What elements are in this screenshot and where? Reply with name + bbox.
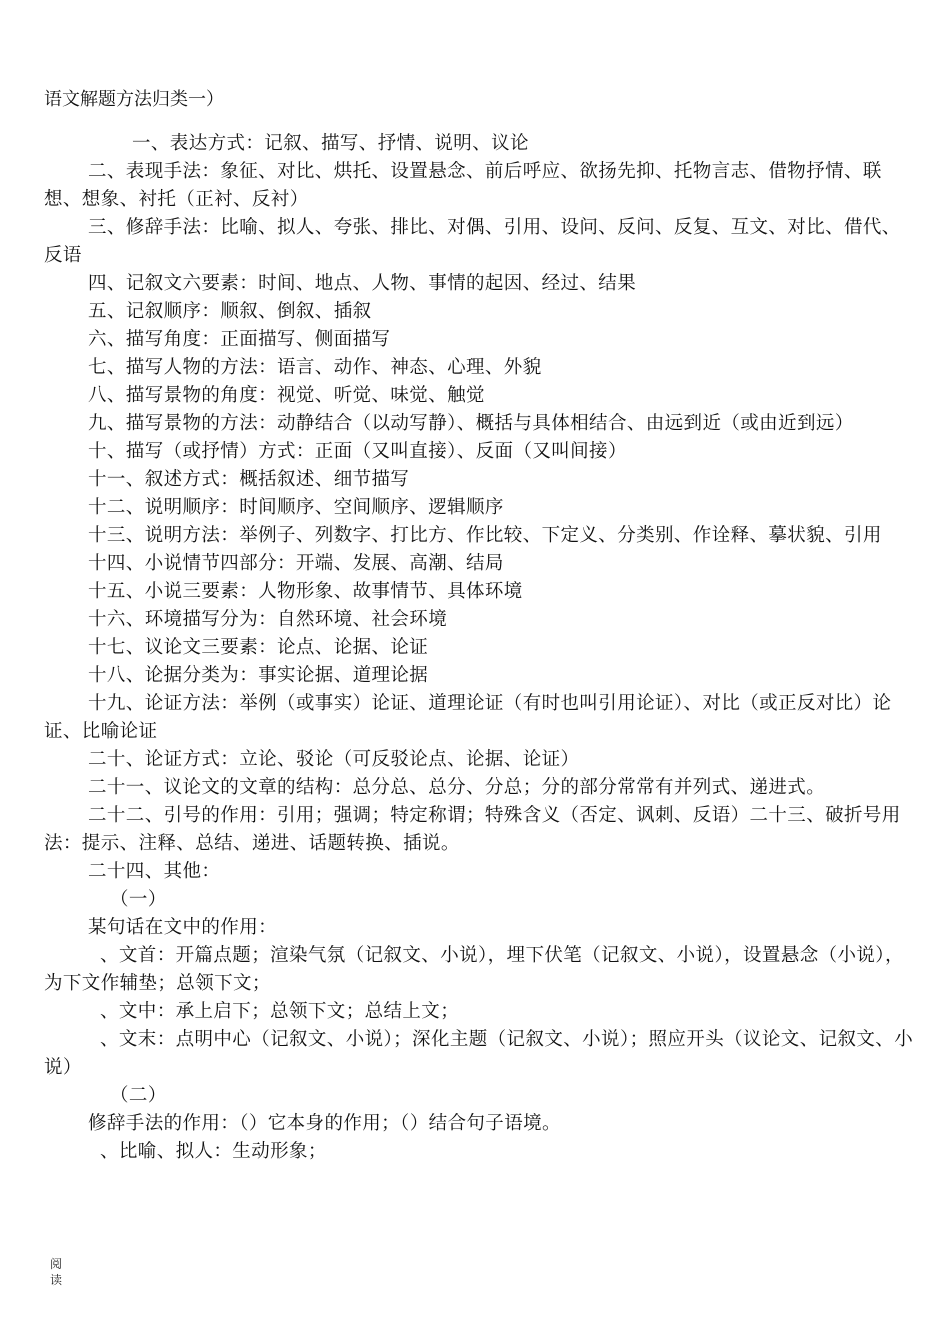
section-marker: （一）: [110, 889, 167, 910]
paragraph: 七、描写人物的方法：语言、动作、神态、心理、外貌: [88, 357, 542, 378]
paragraph: 一、表达方式：记叙、描写、抒情、说明、议论: [132, 133, 529, 154]
paragraph: 、文首：开篇点题；渲染气氛（记叙文、小说），埋下伏笔（记叙文、小说），设置悬念（小说），为下文作辅垫；总领下文；: [44, 945, 904, 994]
paragraph: 二十二、引号的作用：引用；强调；特定称谓；特殊含义（否定、讽刺、反语）二十三、破折号用法：提示、注释、总结、递进、话题转换、插说。: [44, 805, 901, 854]
paragraph: 十、描写（或抒情）方式：正面（又叫直接）、反面（又叫间接）: [88, 441, 627, 462]
paragraph: 三、修辞手法：比喻、拟人、夸张、排比、对偶、引用、设问、反问、反复、互文、对比、借代、反语: [44, 217, 901, 266]
paragraph: 二十四、其他：: [88, 861, 221, 882]
paragraph: 十八、论据分类为：事实论据、道理论据: [88, 665, 429, 686]
paragraph: 十九、论证方法：举例（或事实）论证、道理论证（有时也叫引用论证）、对比（或正反对比）论证、比喻论证: [44, 693, 892, 742]
paragraph: 八、描写景物的角度：视觉、听觉、味觉、触觉: [88, 385, 485, 406]
paragraph: 、比喻、拟人：生动形象；: [100, 1141, 327, 1162]
paragraph: 、文中：承上启下；总领下文；总结上文；: [100, 1001, 460, 1022]
paragraph: 十二、说明顺序：时间顺序、空间顺序、逻辑顺序: [88, 497, 504, 518]
footer-char: 读: [50, 1273, 63, 1287]
paragraph: 、文末：点明中心（记叙文、小说）；深化主题（记叙文、小说）；照应开头（议论文、记叙文、小说）: [44, 1029, 914, 1078]
paragraph: 二、表现手法：象征、对比、烘托、设置悬念、前后呼应、欲扬先抑、托物言志、借物抒情、联想、想象、衬托（正衬、反衬）: [44, 161, 882, 210]
document-body: [44, 130, 914, 1166]
paragraph: 修辞手法的作用：（）它本身的作用；（）结合句子语境。: [88, 1113, 561, 1134]
paragraph: 十四、小说情节四部分：开端、发展、高潮、结局: [88, 553, 504, 574]
paragraph: 六、描写角度：正面描写、侧面描写: [88, 329, 391, 350]
paragraph: 四、记叙文六要素：时间、地点、人物、事情的起因、经过、结果: [88, 273, 637, 294]
document-title: 语文解题方法归类一）: [44, 89, 224, 110]
paragraph: 十七、议论文三要素：论点、论据、论证: [88, 637, 429, 658]
paragraph: 十五、小说三要素：人物形象、故事情节、具体环境: [88, 581, 523, 602]
paragraph: 十三、说明方法：举例子、列数字、打比方、作比较、下定义、分类别、作诠释、摹状貌、引用: [88, 525, 882, 546]
page-footer-label: [50, 1256, 64, 1288]
section-marker: （二）: [110, 1085, 167, 1106]
paragraph: 五、记叙顺序：顺叙、倒叙、插叙: [88, 301, 372, 322]
paragraph: 十一、叙述方式：概括叙述、细节描写: [88, 469, 410, 490]
paragraph: 九、描写景物的方法：动静结合（以动写静）、概括与具体相结合、由远到近（或由近到远）: [88, 413, 854, 434]
paragraph: 某句话在文中的作用：: [88, 917, 278, 938]
paragraph: 二十、论证方式：立论、驳论（可反驳论点、论据、论证）: [88, 749, 580, 770]
paragraph: 二十一、议论文的文章的结构：总分总、总分、分总；分的部分常常有并列式、递进式。: [88, 777, 826, 798]
paragraph: 十六、环境描写分为：自然环境、社会环境: [88, 609, 448, 630]
footer-char: 阅: [50, 1257, 63, 1271]
